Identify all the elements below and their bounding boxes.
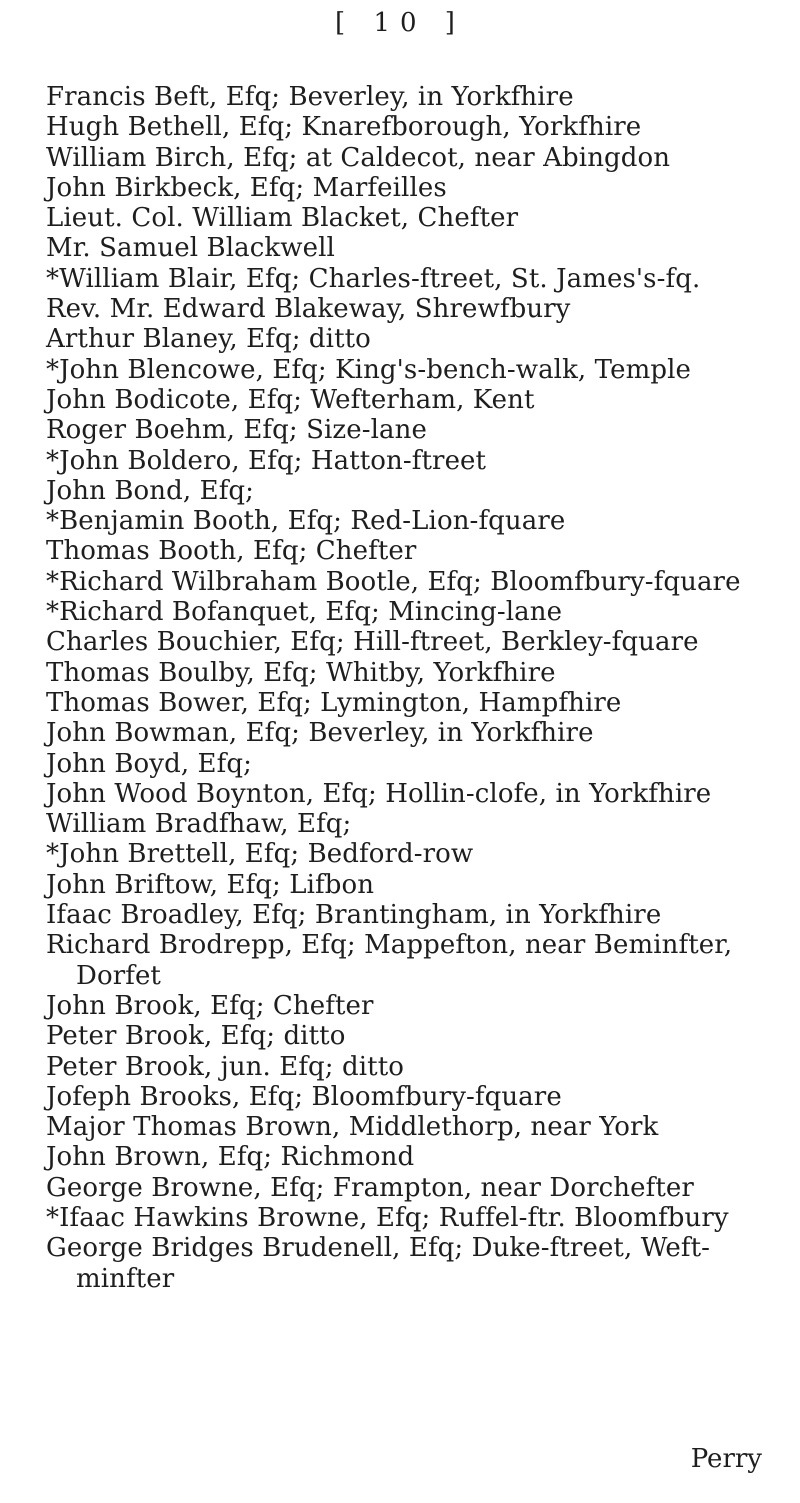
list-item: *Ifaac Hawkins Browne, Efq; Ruffel-ftr. Bloomfbury [46, 1202, 729, 1233]
list-item: Richard Brodrepp, Efq; Mappefton, near Beminfter, [46, 930, 733, 961]
list-item-continuation [46, 1264, 781, 1294]
list-item: Lieut. Col. William Blacket, Chefter [46, 203, 519, 234]
list-item: William Birch, Efq; at Caldecot, near Abingdon [46, 142, 671, 173]
list-item: Arthur Blaney, Efq; ditto [46, 324, 371, 355]
list-item: *Benjamin Booth, Efq; Red-Lion-fquare [46, 506, 566, 537]
list-item: *John Boldero, Efq; Hatton-ftreet [46, 445, 487, 476]
list-item: Peter Brook, jun. Efq; ditto [46, 1051, 405, 1082]
list-item: John Bowman, Efq; Beverley, in Yorkfhire [46, 718, 594, 749]
list-item: Francis Beft, Efq; Beverley, in Yorkfhire [46, 82, 574, 112]
list-item: Charles Bouchier, Efq; Hill-ftreet, Berkley-fquare [46, 627, 699, 658]
subscriber-list [46, 82, 781, 1294]
list-item: Major Thomas Brown, Middlethorp, near York [46, 1112, 659, 1143]
list-item: *Richard Wilbraham Bootle, Efq; Bloomfbury-fquare [46, 566, 741, 597]
list-item: Jofeph Brooks, Efq; Bloomfbury-fquare [46, 1081, 562, 1112]
list-item: John Bodicote, Efq; Wefterham, Kent [46, 384, 535, 415]
continuation-text: Dorfet [76, 960, 161, 991]
list-item: John Brown, Efq; Richmond [46, 1142, 415, 1173]
list-item: John Wood Boynton, Efq; Hollin-clofe, in Yorkfhire [46, 778, 712, 809]
list-item: William Bradfhaw, Efq; [46, 809, 352, 840]
list-item: Hugh Bethell, Efq; Knarefborough, Yorkfhire [46, 112, 642, 143]
list-item: Thomas Boulby, Efq; Whitby, Yorkfhire [46, 657, 556, 688]
list-item: Mr. Samuel Blackwell [46, 233, 335, 264]
list-item: John Boyd, Efq; [46, 748, 252, 779]
list-item: Thomas Booth, Efq; Chefter [46, 536, 417, 567]
list-item: *William Blair, Efq; Charles-ftreet, St. James's-fq. [46, 263, 701, 294]
list-item: Roger Boehm, Efq; Size-lane [46, 415, 427, 446]
list-item: Rev. Mr. Edward Blakeway, Shrewfbury [46, 294, 571, 325]
catchword: Perry [690, 1444, 762, 1474]
continuation-text: minfter [76, 1263, 175, 1294]
list-item: *Richard Bofanquet, Efq; Mincing-lane [46, 597, 563, 628]
list-item: George Browne, Efq; Frampton, near Dorchefter [46, 1172, 694, 1203]
list-item: John Birkbeck, Efq; Marfeilles [46, 172, 447, 203]
list-item: John Bond, Efq; [46, 475, 255, 506]
list-item: George Bridges Brudenell, Efq; Duke-ftreet, Weft- [46, 1233, 711, 1264]
list-item: Thomas Bower, Efq; Lymington, Hampfhire [46, 687, 622, 718]
list-item: *John Brettell, Efq; Bedford-row [46, 839, 474, 870]
list-item: *John Blencowe, Efq; King's-bench-walk, Temple [46, 354, 691, 385]
list-item: Ifaac Broadley, Efq; Brantingham, in Yorkfhire [46, 900, 662, 931]
list-item: John Brook, Efq; Chefter [46, 990, 374, 1021]
page-number: [ 10 ] [335, 8, 465, 38]
list-item: Peter Brook, Efq; ditto [46, 1021, 346, 1052]
list-item: John Briftow, Efq; Lifbon [46, 869, 375, 900]
list-item-continuation [46, 961, 781, 991]
